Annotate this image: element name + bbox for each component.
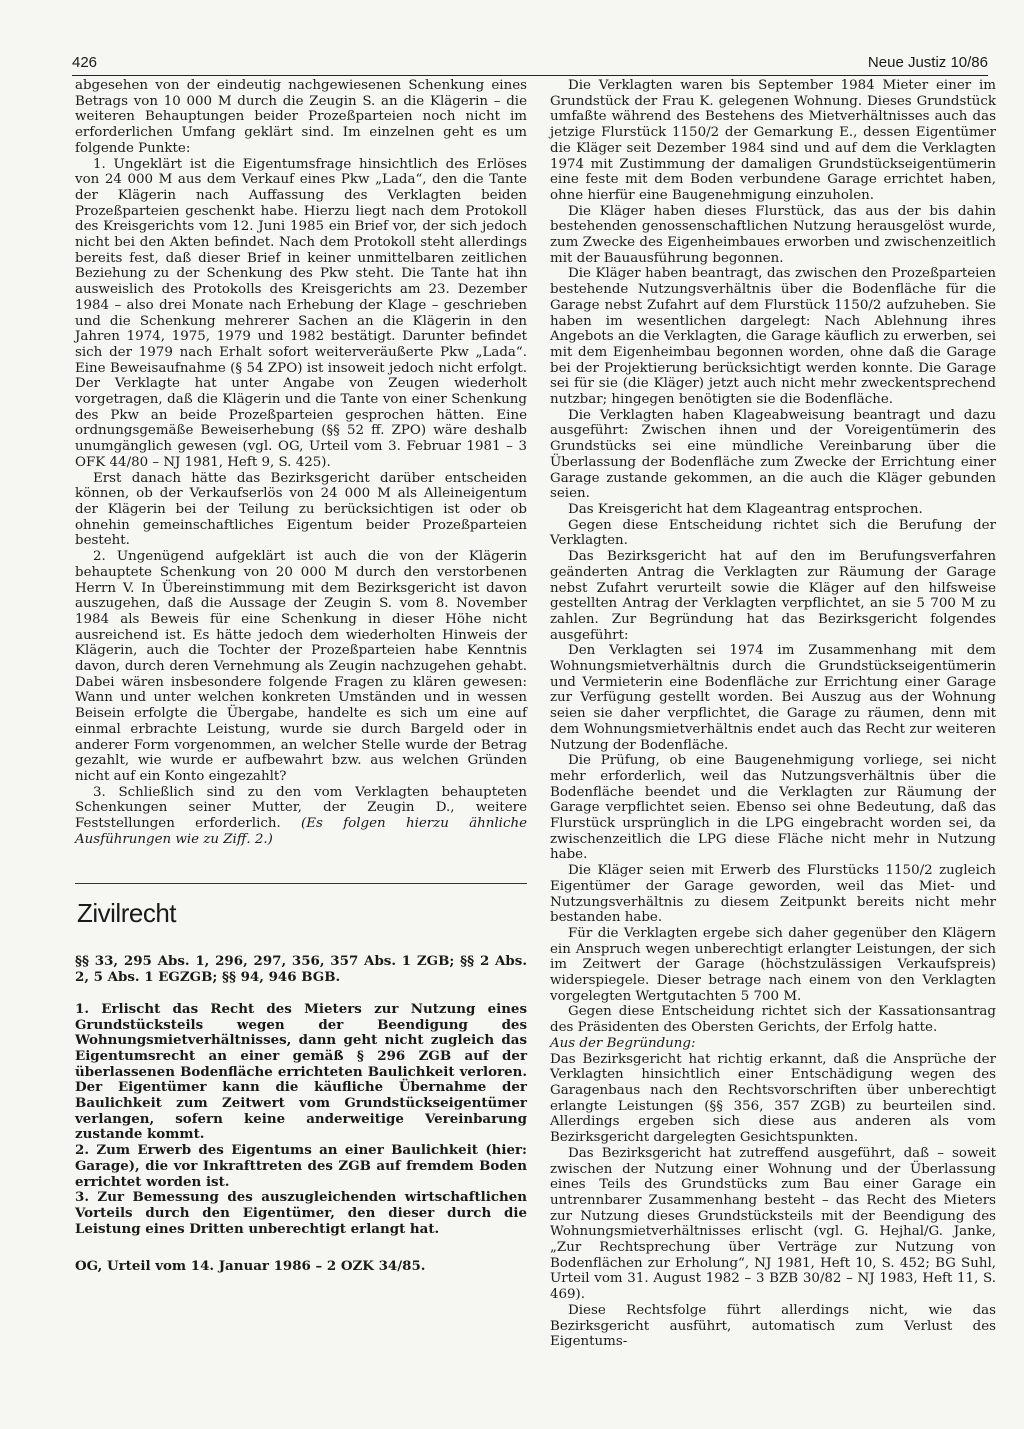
decision-citation: OG, Urteil vom 14. Januar 1986 – 2 OZK 34/85. xyxy=(75,1258,426,1275)
paragraph xyxy=(75,785,527,848)
paragraph: Gegen diese Entscheidung richtet sich die Berufung der Verklagten. xyxy=(550,517,996,549)
paragraph: 2. Ungenügend aufgeklärt ist auch die von der Klägerin behauptete Schenkung von 20 000 M durch den verstorbenen Herrn V. In Übereinstimmung mit dem Bezirksgericht ist davon auszugehen, daß die Aussage der Zeugin S. vom 8. November 1984 als Beweis für eine Schenkung in dieser Höhe nicht ausreichend ist. Es hätte jedoch dem wiederholten Hinweis der Klägerin, auch die Tochter der Prozeßparteien habe Kenntnis davon, durch deren Vernehmung als Zeugin nachzugehen gehabt. Dabei wären insbesondere folgende Fragen zu klären gewesen: Wann und unter welchen konkreten Umständen und in wessen Beisein erfolgte die Übergabe, handelte es sich um eine auf einmal erbrachte Leistung, wurde sie durch Bargeld oder in anderer Form vorgenommen, an welcher Stelle wurde der Betrag gezahlt, wie wurde er aufbewahrt bzw. aus welchen Gründen nicht auf ein Konto eingezahlt? xyxy=(75,549,527,784)
paragraph: abgesehen von der eindeutig nachgewiesenen Schenkung eines Betrags von 10 000 M durch die Zeugin S. an die Klägerin – die weiteren Behauptungen beider Prozeßparteien noch nicht im erforderlichen Umfang geklärt sind. Im einzelnen geht es um folgende Punkte: xyxy=(75,78,527,156)
headnote: 2. Zum Erwerb des Eigentums an einer Baulichkeit (hier: Garage), die vor Inkrafttreten des ZGB auf fremdem Boden errichtet worden ist. xyxy=(75,1142,527,1190)
journal-issue: Neue Justiz 10/86 xyxy=(867,54,988,71)
headnote: 1. Erlischt das Recht des Mieters zur Nutzung eines Grundstücksteils wegen der Beendigung des Wohnungsmietverhältnisses, dann geht nicht zugleich das Eigentumsrecht an einer gemäß § 296 ZGB auf der überlassenen Bodenfläche errichteten Baulichkeit verloren. Der Eigentümer kann die käufliche Übernahme der Baulichkeit zum Zeitwert vom Grundstückseigentümer verlangen, sofern keine anderweitige Vereinbarung zustande kommt. xyxy=(75,1000,527,1143)
paragraph: 1. Ungeklärt ist die Eigentumsfrage hinsichtlich des Erlöses von 24 000 M aus dem Verkauf eines Pkw „Lada“, den die Tante der Klägerin nach Auffassung des Verklagten beiden Prozeßparteien geschenkt habe. Hierzu liegt nach dem Protokoll des Kreisgerichts vom 12. Juni 1985 ein Brief vor, der sich jedoch nicht bei den Akten befindet. Nach dem Protokoll steht allerdings bereits fest, daß dieser Brief in keiner unmittelbaren zeitlichen Beziehung zu der Schenkung des Pkw steht. Die Tante hat ihn ausweislich des Protokolls des Kreisgerichts am 23. Dezember 1984 – also drei Monate nach Erhebung der Klage – geschrieben und die Schenkung mehrerer Sachen an die Klägerin in den Jahren 1974, 1975, 1979 und 1982 bestätigt. Darunter befindet sich der 1979 nach Erhalt sofort weiterveräußerte Pkw „Lada“. Eine Beweisaufnahme (§ 54 ZPO) ist insoweit jedoch nicht erfolgt. Der Verklagte hat unter Angabe von Zeugen wiederholt vorgetragen, daß die Klägerin und die Tante von einer Schenkung des Pkw an beide Prozeßparteien gesprochen hätten. Eine ordnungsgemäße Beweiserhebung (§§ 52 ff. ZPO) wäre deshalb unumgänglich gewesen (vgl. OG, Urteil vom 3. Februar 1981 – 3 OFK 44/80 – NJ 1981, Heft 9, S. 425). xyxy=(75,156,527,470)
statute-references xyxy=(75,954,527,985)
paragraph: Das Kreisgericht hat dem Klageantrag entsprochen. xyxy=(568,501,923,517)
paragraph: Die Prüfung, ob eine Baugenehmigung vorliege, sei nicht mehr erforderlich, weil das Nutzungsverhältnis über die Bodenfläche beendet und die Verklagten zur Räumung der Garage verpflichtet seien. Ebenso sei ohne Bedeutung, daß das Flurstück ursprünglich in die LPG eingebracht worden sei, da zwischenzeitlich die LPG diese Fläche nicht mehr in Nutzung habe. xyxy=(550,753,996,863)
right-column xyxy=(550,78,996,1350)
paragraph-text: 3. Schließlich sind zu den vom Verklagten behaupteten Schenkungen seiner Mutter, der Zeugin D., weitere Feststellungen erforderlich. xyxy=(75,784,527,832)
page-number: 426 xyxy=(72,54,98,71)
left-column xyxy=(75,78,527,1275)
norms-text: §§ 33, 295 Abs. 1, 296, 297, 356, 357 Abs. 1 ZGB; §§ 2 Abs. 2, 5 Abs. 1 EGZGB; §§ 94, 946 BGB. xyxy=(75,953,527,986)
paragraph: Die Kläger haben beantragt, das zwischen den Prozeßparteien bestehende Nutzungsverhältnis über die Bodenfläche für die Garage nebst Zufahrt auf dem Flurstück 1150/2 aufzuheben. Sie haben im wesentlichen dargelegt: Nach Ablehnung ihres Angebots an die Verklagten, die Garage käuflich zu erwerben, sei mit dem Eigenheimbau begonnen worden, ohne daß die Garage bei der Projektierung berücksichtigt werden konnte. Die Garage sei für sie (die Kläger) jetzt auch nicht mehr zweckentsprechend nutzbar; hingegen benötigten sie die Bodenfläche. xyxy=(550,266,996,408)
headnote: 3. Zur Bemessung des auszugleichenden wirtschaftlichen Vorteils durch den Eigentümer, den dieser durch die Leistung eines Dritten unberechtigt erlangt hat. xyxy=(75,1189,527,1237)
page-header xyxy=(72,54,988,76)
paragraph: Die Kläger seien mit Erwerb des Flurstücks 1150/2 zugleich Eigentümer der Garage geworden, weil das Miet- und Nutzungsverhältnis zu diesem Zeitpunkt bereits nicht mehr bestanden habe. xyxy=(550,863,996,926)
paragraph: Den Verklagten sei 1974 im Zusammenhang mit dem Wohnungsmietverhältnis durch die Grundstückseigentümerin und Vermieterin eine Bodenfläche zur Errichtung einer Garage zur Verfügung gestellt worden. Bei Auszug aus der Wohnung seien sie daher verpflichtet, die Garage zu räumen, denn mit dem Wohnungsmietverhältnis endet auch das Recht zur weiteren Nutzung der Bodenfläche. xyxy=(550,643,996,753)
header-rule xyxy=(72,75,988,76)
paragraph: Die Verklagten waren bis September 1984 Mieter einer im Grundstück der Frau K. gelegenen Wohnung. Dieses Grundstück umfaßte während des Bestehens des Mietverhältnisses auch das jetzige Flurstück 1150/2 der Gemarkung E., dessen Eigentümer die Kläger seit Dezember 1984 sind und auf dem die Verklagten 1974 mit Zustimmung der damaligen Grundstückseigentümerin eine feste mit dem Boden verbundene Garage errichtet haben, ohne hierfür eine Baugenehmigung einzuholen. xyxy=(550,78,996,203)
reasons-heading: Aus der Begründung: xyxy=(550,1035,696,1051)
paragraph: Das Bezirksgericht hat richtig erkannt, daß die Ansprüche der Verklagten hinsichtlich einer Entschädigung wegen des Garagenbaus nach den Rechtsvorschriften über unberechtigt erlangte Leistungen (§§ 356, 357 ZGB) zu beurteilen sind. Allerdings ergeben sich diese aus anderen als vom Bezirksgericht dargelegten Gesichtspunkten. xyxy=(550,1051,996,1146)
paragraph: Das Bezirksgericht hat zutreffend ausgeführt, daß – soweit zwischen der Nutzung einer Wohnung und der Überlassung eines Teils des Grundstücks zum Bau einer Garage ein untrennbarer Zusammenhang besteht – das Recht des Mieters zur Nutzung dieses Grundstücksteils mit der Beendigung des Wohnungsmietverhältnisses erlischt (vgl. G. Hejhal/G. Janke, „Zur Rechtsprechung über Verträge zur Nutzung von Bodenflächen zur Erholung“, NJ 1981, Heft 10, S. 452; BG Suhl, Urteil vom 31. August 1982 – 3 BZB 30/82 – NJ 1983, Heft 11, S. 469). xyxy=(550,1145,996,1303)
paragraph: Diese Rechtsfolge führt allerdings nicht, wie das Bezirksgericht ausführt, automatisch zum Verlust des Eigentums- xyxy=(550,1302,996,1350)
section-divider xyxy=(75,883,527,884)
headnotes xyxy=(75,1002,527,1238)
paragraph: Die Kläger haben dieses Flurstück, das aus der bis dahin bestehenden genossenschaftlichen Nutzung herausgelöst wurde, zum Zwecke des Eigenheimbaues erworben und zwischenzeitlich mit der Bauausführung begonnen. xyxy=(550,203,996,266)
paragraph: Die Verklagten haben Klageabweisung beantragt und dazu ausgeführt: Zwischen ihnen und der Voreigentümerin des Grundstücks sei eine mündliche Vereinbarung über die Überlassung der Bodenfläche zum Zwecke der Errichtung einer Garage zustande gekommen, an die auch die Kläger gebunden seien. xyxy=(550,407,996,502)
paragraph: Das Bezirksgericht hat auf den im Berufungsverfahren geänderten Antrag die Verklagten zur Räumung der Garage nebst Zufahrt verurteilt sowie die Kläger auf den hilfsweise gestellten Antrag der Verklagten verpflichtet, an sie 5 700 M zu zahlen. Zur Begründung hat das Bezirksgericht folgendes ausgeführt: xyxy=(550,549,996,643)
paragraph: Gegen diese Entscheidung richtet sich der Kassationsantrag des Präsidenten des Obersten Gerichts, der Erfolg hatte. xyxy=(550,1004,996,1036)
paragraph: Für die Verklagten ergebe sich daher gegenüber den Klägern ein Anspruch wegen unberechtigt erlangter Leistungen, der sich im Zeitwert der Garage (höchstzulässigen Verkaufspreis) widerspiegele. Dieser betrage nach einem von den Verklagten vorgelegten Wertgutachten 5 700 M. xyxy=(550,925,996,1004)
editorial-note: (Es folgen hierzu ähnliche Ausführungen wie zu Ziff. 2.) xyxy=(75,816,527,847)
paragraph: Erst danach hätte das Bezirksgericht darüber entscheiden können, ob der Verkaufserlös von 24 000 M als Alleineigentum der Klägerin bei der Teilung zu berücksichtigen ist oder ob ohnehin gemeinschaftliches Eigentum beider Prozeßparteien besteht. xyxy=(75,470,527,549)
section-title: Zivilrecht xyxy=(77,898,177,929)
